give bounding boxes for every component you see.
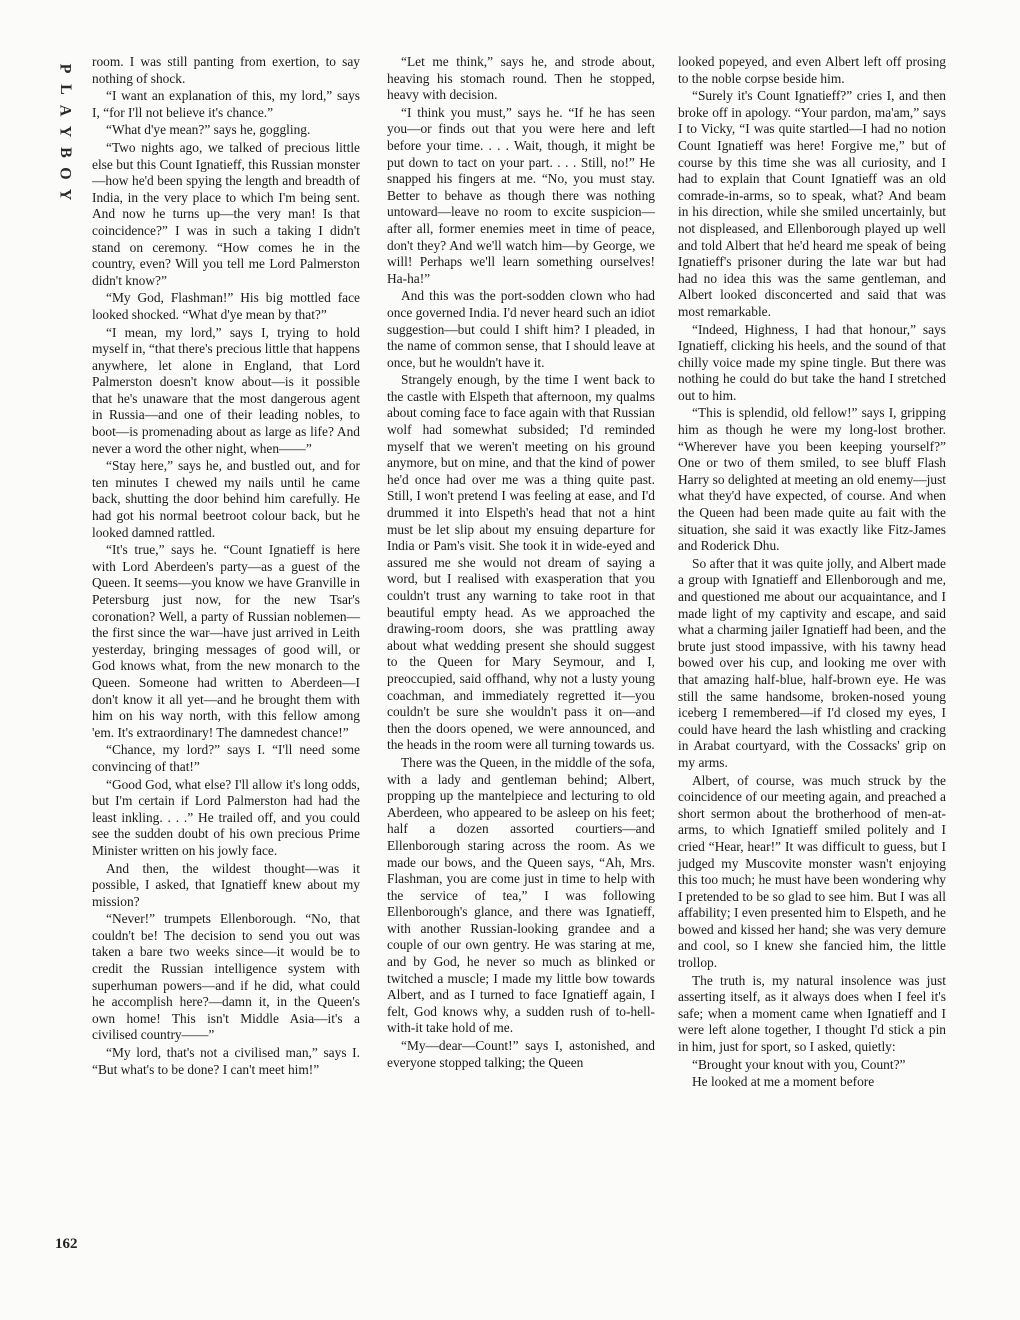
- text-column-3: [678, 54, 946, 1092]
- paragraph: “Surely it's Count Ignatieff?” cries I, and then broke off in apology. “Your pardon, ma'am,” says I to Vicky, “I was quite startled—I had no notion Count Ignatieff was here! Forgive me,” but of course by this time she was all curiosity, and I had to explain that Count Ignatieff was an old comrade-in-arms, so to speak, what? And beam in his direction, while she smiled uncertainly, but not displeased, and Ellenborough played up well and told Albert that he'd heard me speak of being Ignatieff's prisoner during the late war but had had no idea this was the same gentleman, and Albert looked disconcerted and said that was most remarkable.: [678, 88, 946, 319]
- paragraph: “It's true,” says he. “Count Ignatieff is here with Lord Aberdeen's party—as a guest of the Queen. It seems—you know we have Granville in Petersburg just now, for the new Tsar's coronation? Well, a party of Russian noblemen—the first since the war—have just arrived in Leith yesterday, bringing messages of good will, or God knows what, from the new monarch to the Queen. Someone had written to Aberdeen—I don't know it all yet—and he brought them with him on his way north, with this fellow among 'em. It's extraordinary! The damnedest chance!”: [92, 542, 360, 740]
- paragraph: “Stay here,” says he, and bustled out, and for ten minutes I chewed my nails until he came back, shutting the door behind him carefully. He had got his normal beetroot colour back, but he looked damned rattled.: [92, 458, 360, 540]
- masthead-letter: Y: [56, 188, 74, 201]
- masthead-letter: A: [56, 104, 74, 117]
- masthead-letter: P: [56, 63, 74, 74]
- paragraph: “I think you must,” says he. “If he has seen you—or finds out that you were here and left before your time. . . . Wait, though, it might be put down to tact on your part. . . . Still, no!” He snapped his fingers at me. “No, you must stay. Better to behave as though there was nothing untoward—leave no room to excite suspicion—after all, former enemies meet in time of peace, don't they? And we'll watch him—by George, we will! Perhaps we'll learn something ourselves! Ha-ha!”: [387, 104, 655, 286]
- page-number: 162: [55, 1236, 78, 1252]
- paragraph: He looked at me a moment before: [692, 1074, 875, 1090]
- masthead-letter: L: [56, 84, 74, 95]
- paragraph: There was the Queen, in the middle of the sofa, with a lady and gentleman behind; Albert, propping up the mantelpiece and lecturing to old Aberdeen, who appeared to be asleep on his feet; half a dozen assorted courtiers—and Ellenborough staring across the room. As we made our bows, and the Queen says, “Ah, Mrs. Flashman, you are come just in time to help with the service of tea,” I was following Ellenborough's glance, and there was Ignatieff, with another Russian-looking grandee and a couple of our own gentry. He was staring at me, and by God, he never so much as blinked or twitched a muscle; I made my little bow towards Albert, and as I turned to face Ignatieff again, I felt, God knows why, a sudden rush of to-hell-with-it take hold of me.: [387, 754, 655, 1036]
- paragraph: “This is splendid, old fellow!” says I, gripping him as though he were my long-lost brother. “Wherever have you been keeping yourself?” One or two of them smiled, to see bluff Flash Harry so delighted at meeting an old enemy—just what they'd have expected, of course. And when the Queen had been made quite au fait with the situation, she said it was exactly like Fitz-James and Roderick Dhu.: [678, 405, 946, 554]
- text-column-1: [92, 54, 360, 1079]
- playboy-masthead: [52, 58, 78, 205]
- paragraph: “Let me think,” says he, and strode about, heaving his stomach round. Then he stopped, heavy with decision.: [387, 54, 655, 103]
- paragraph: Albert, of course, was much struck by the coincidence of our meeting again, and preached a short sermon about the brotherhood of men-at-arms, to which Ignatieff smiled politely and I cried “Hear, hear!” It was difficult to guess, but I judged my Muscovite monster wasn't enjoying this too much; he must have been wondering why I pretended to be so glad to see him. But I was all affability; I even presented him to Elspeth, and he bowed and kissed her hand; she was very demure and cool, so I knew she fancied him, the little trollop.: [678, 772, 946, 971]
- paragraph: “My—dear—Count!” says I, astonished, and everyone stopped talking; the Queen: [387, 1038, 655, 1070]
- paragraph: And this was the port-sodden clown who had once governed India. I'd never heard such an idiot suggestion—but could I shift him? I pleaded, in the name of common sense, that I should leave at once, but he wouldn't have it.: [387, 288, 655, 370]
- paragraph: “Chance, my lord?” says I. “I'll need some convincing of that!”: [92, 742, 360, 774]
- paragraph: “My lord, that's not a civilised man,” says I. “But what's to be done? I can't meet him!”: [92, 1045, 360, 1077]
- paragraph: “I want an explanation of this, my lord,” says I, “for I'll not believe it's chance.”: [92, 88, 360, 120]
- paragraph: The truth is, my natural insolence was just asserting itself, as it always does when I feel it's safe; when a moment came when Ignatieff and I were left alone together, I thought I'd stick a pin in him, just for sport, so I asked, quietly:: [678, 972, 946, 1055]
- paragraph: “My God, Flashman!” His big mottled face looked shocked. “What d'ye mean by that?”: [92, 290, 360, 322]
- paragraph: “Good God, what else? I'll allow it's long odds, but I'm certain if Lord Palmerston had had the least inkling. . . .” He trailed off, and you could see the sudden doubt of his own precious Prime Minister written on his jowly face.: [92, 776, 360, 858]
- paragraph: “Indeed, Highness, I had that honour,” says Ignatieff, clicking his heels, and the sound of that chilly voice made my spine tingle. But there was nothing he could do but take the hand I stretched out to him.: [678, 321, 946, 403]
- paragraph: looked popeyed, and even Albert left off prosing to the noble corpse beside him.: [678, 54, 946, 86]
- text-column-2: [387, 54, 655, 1072]
- masthead-letter: B: [56, 147, 74, 158]
- paragraph: And then, the wildest thought—was it possible, I asked, that Ignatieff knew about my mission?: [92, 860, 360, 909]
- paragraph: “Two nights ago, we talked of precious little else but this Count Ignatieff, this Russian monster—how he'd been spying the length and breadth of India, in the very place to which I'm being sent. And now he turns up—the very man! Is that coincidence?” I was in such a taking I didn't stand on ceremony. “How comes he in the country, even? Will you tell me Lord Palmerston didn't know?”: [92, 139, 360, 288]
- masthead-letter: Y: [56, 125, 74, 138]
- paragraph: “Brought your knout with you, Count?”: [692, 1056, 906, 1072]
- paragraph: “Never!” trumpets Ellenborough. “No, that couldn't be! The decision to send you out was taken a bare two weeks since—it would be to credit the Russian intelligence system with superhuman powers—and if he did, what could he accomplish here?—damn it, in the Queen's own home! This isn't Middle Asia—it's a civilised country——”: [92, 911, 360, 1043]
- paragraph: “I mean, my lord,” says I, trying to hold myself in, “that there's precious little that happens anywhere, let alone in England, that Lord Palmerston doesn't know about—is it possible that he's unaware that the most dangerous agent in Russia—and one of their leading nobles, to boot—is promenading about as large as life? And never a word the other night, when——”: [92, 324, 360, 456]
- paragraph: “What d'ye mean?” says he, goggling.: [106, 122, 311, 138]
- masthead-letter: O: [56, 167, 74, 180]
- paragraph: So after that it was quite jolly, and Albert made a group with Ignatieff and Ellenborough and me, and questioned me about our acquaintance, and I made light of my captivity and escape, and said what a charming jailer Ignatieff had been, and the brute just stood impassive, with his tawny head bowed over his cup, and looking me over with that amazing half-blue, half-brown eye. He was still the same handsome, broken-nosed young iceberg I remembered—if I'd closed my eyes, I could have heard the lash whistling and cracking in Arabat courtyard, with the Cossacks' grip on my arms.: [678, 555, 946, 770]
- paragraph: room. I was still panting from exertion, to say nothing of shock.: [92, 54, 360, 86]
- paragraph: Strangely enough, by the time I went back to the castle with Elspeth that afternoon, my qualms about coming face to face again with that Russian wolf had somewhat subsided; I'd reminded myself that we weren't meeting on his ground anymore, but on mine, and that the kind of power he'd once had over me was a thing quite past. Still, I won't pretend I was feeling at ease, and I'd drummed it into Elspeth's head that not a hint must be let slip about my ensuing departure for India or Pam's visit. She took it in wide-eyed and assured me she would not dream of saying a word, but I realised with exasperation that you couldn't trust any warning to take root in that beautiful empty head. As we approached the drawing-room doors, she was prattling away about what wedding present she should suggest to the Queen for Mary Seymour, and I, preoccupied, said offhand, why not a lusty young coachman, and immediately regretted it—you couldn't be sure she wouldn't pass it on—and then the doors opened, we were announced, and the heads in the room were all turning towards us.: [387, 372, 655, 753]
